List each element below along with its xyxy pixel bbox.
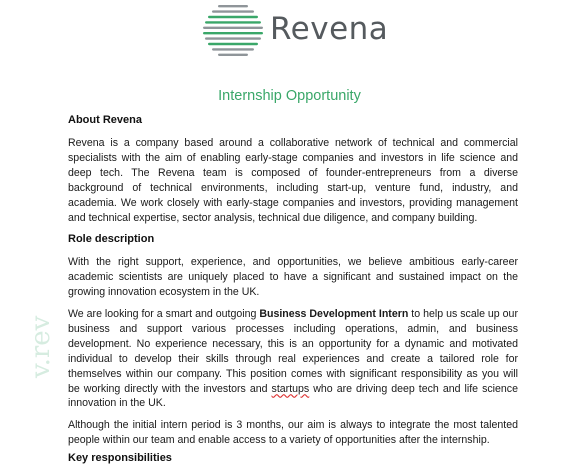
role-heading: Role description: [68, 233, 155, 245]
logo-stripe: [205, 21, 261, 23]
text-run: be working directly with the investors and: [68, 382, 272, 395]
text-line: background of technical environments, including start-up, venture fund, industry, and: [68, 181, 518, 194]
text-line: deep tech. The Revena team is composed of founder-entrepreneurs from a diverse: [68, 166, 518, 179]
logo-stripe: [208, 43, 258, 45]
text-line: specialists with the aim of enabling early-stage companies and investors in life science and: [68, 151, 518, 164]
text-line: academic scientists are uniquely placed to have a significant and sustained impact on the: [68, 270, 518, 283]
text-line: and technical expertise, sector analysis, technical due diligence, and company building.: [68, 211, 478, 224]
logo-stripe: [212, 10, 254, 12]
text-line: individual to develop their skills through real experiences and create a tailored role for: [68, 352, 518, 365]
text-line: business and support various processes including operations, admin, and business: [68, 322, 518, 335]
logo-stripe: [212, 48, 254, 50]
logo-stripe: [203, 27, 263, 29]
about-heading: About Revena: [68, 114, 142, 126]
spellcheck-flagged-word: startups: [271, 382, 310, 395]
about-paragraph: [68, 136, 518, 225]
logo-wordmark: Revena: [270, 11, 389, 47]
text-line: [68, 307, 518, 322]
text-line: development. No experience necessary, this is an opportunity for a dynamic and motivated: [68, 337, 518, 350]
text-line: themselves within our company. This position comes with significant responsibility as you will: [68, 367, 518, 380]
text-line: [68, 382, 518, 397]
revena-logo: [200, 2, 390, 60]
watermark-text: v.rev: [26, 315, 56, 378]
logo-stripe: [205, 37, 261, 39]
role-paragraph-2: [68, 307, 518, 411]
logo-stripe: [208, 16, 258, 18]
next-heading-cutoff: Key responsibilities: [68, 452, 172, 464]
logo-stripe: [203, 32, 263, 34]
text-line: growing innovation ecosystem in the UK.: [68, 285, 260, 298]
document-title: Internship Opportunity: [218, 88, 361, 104]
logo-stripe: [218, 54, 248, 56]
role-paragraph-3: [68, 418, 518, 448]
watermark: [0, 315, 56, 460]
text-line: With the right support, experience, and opportunities, we believe ambitious early-career: [68, 256, 518, 268]
role-title-bold: Business Development Intern: [259, 308, 409, 320]
logo-stripe: [218, 5, 248, 7]
text-line: innovation in the UK.: [68, 397, 166, 410]
text-line: Revena is a company based around a collaborative network of technical and commercial: [68, 137, 518, 149]
text-run: to help us scale up our: [408, 308, 518, 320]
text-line: academia. We work closely with early-stage companies and investors, providing management: [68, 196, 518, 209]
text-line: people within our team and enable access to a variety of opportunities after the internship.: [68, 433, 490, 446]
role-paragraph-1: [68, 255, 518, 300]
text-run: who are driving deep tech and life science: [309, 382, 518, 395]
logo-mark-icon: [200, 2, 266, 60]
text-run: We are looking for a smart and outgoing: [68, 308, 260, 320]
text-line: Although the initial intern period is 3 months, our aim is always to integrate the most talented: [68, 419, 518, 431]
